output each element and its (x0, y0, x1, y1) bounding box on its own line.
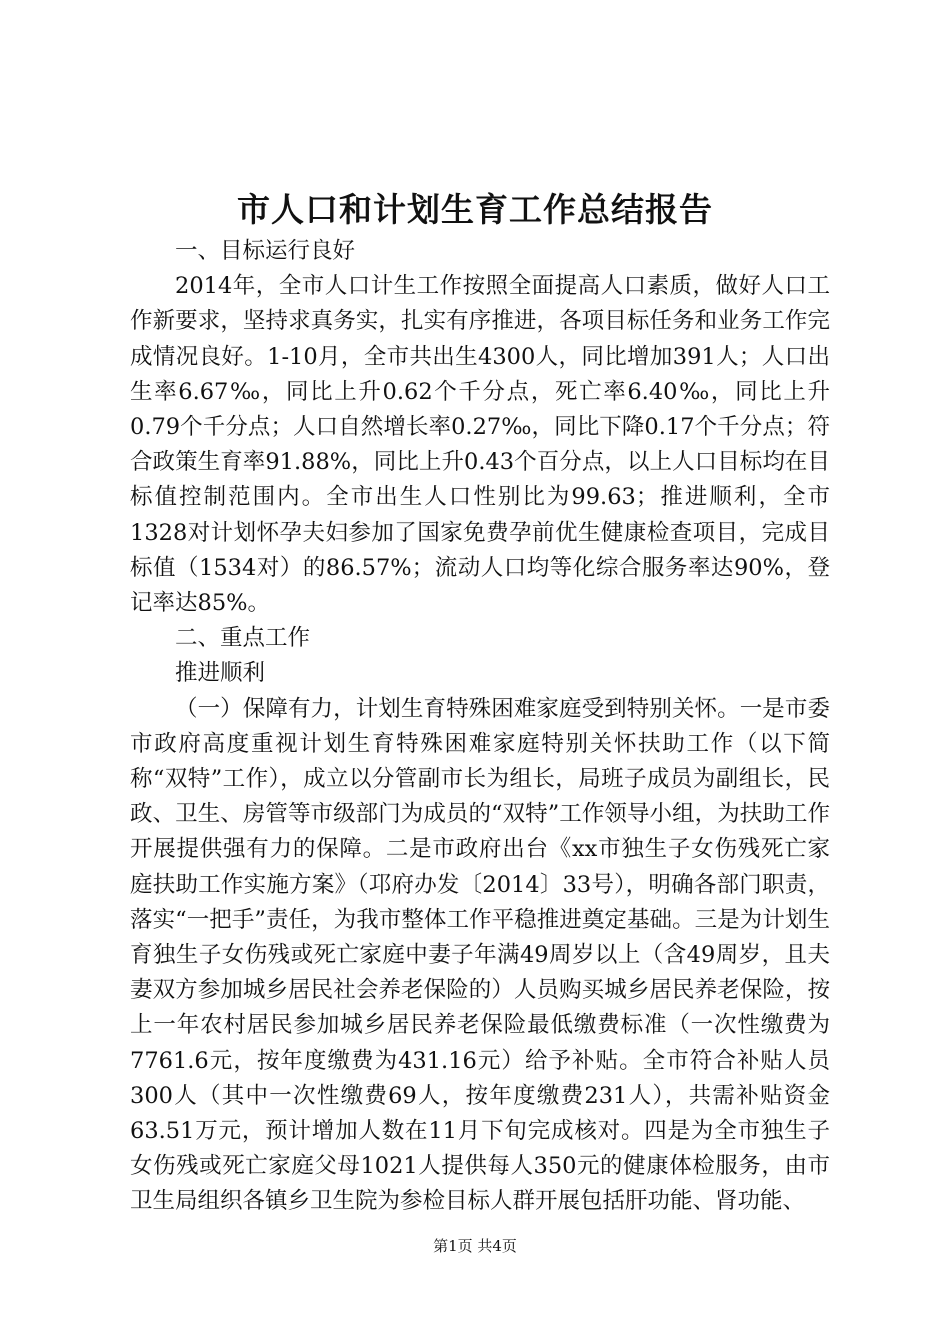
section-heading-key-work: 二、重点工作 (175, 625, 311, 652)
document-title: 市人口和计划生育工作总结报告 (237, 190, 713, 229)
paragraph-special-families: （一）保障有力，计划生育特殊困难家庭受到特别关怀。一是市委市政府高度重视计划生育特殊困难家庭特别关怀扶助工作（以下简称“双特”工作），成立以分管副市长为组长，局班子成员为副组长，民政、卫生、房管等市级部门为成员的“双特”工作领导小组，为扶助工作开展提供强有力的保障。二是市政府出台《xx市独生子女伤残死亡家庭扶助工作实施方案》（邛府办发〔2014〕33号），明确各部门职责，落实“一把手”责任，为我市整体工作平稳推进奠定基础。三是为计划生育独生子女伤残或死亡家庭中妻子年满49周岁以上（含49周岁，且夫妻双方参加城乡居民社会养老保险的）人员购买城乡居民养老保险，按上一年农村居民参加城乡居民养老保险最低缴费标准（一次性缴费为7761.6元，按年度缴费为431.16元）给予补贴。全市符合补贴人员300人（其中一次性缴费69人，按年度缴费231人），共需补贴资金63.51万元，预计增加人数在11月下旬完成核对。四是为全市独生子女伤残或死亡家庭父母1021人提供每人350元的健康体检服务，由市卫生局组织各镇乡卫生院为参检目标人群开展包括肝功能、肾功能、 (130, 695, 830, 1215)
page-number-footer: 第1页 共4页 (433, 1237, 517, 1255)
section-heading-goals: 一、目标运行良好 (175, 238, 356, 264)
document-body (130, 234, 830, 1220)
paragraph-goals-summary: 2014年，全市人口计生工作按照全面提高人口素质，做好人口工作新要求，坚持求真务实，扎实有序推进，各项目标任务和业务工作完成情况良好。1-10月，全市共出生4300人，同比增加391人；人口出生率6.67‰，同比上升0.62个千分点，死亡率6.40‰，同比上升0.79个千分点；人口自然增长率0.27‰，同比下降0.17个千分点；符合政策生育率91.88%，同比上升0.43个百分点，以上人口目标均在目标值控制范围内。全市出生人口性别比为99.63；推进顺利，全市1328对计划怀孕夫妇参加了国家免费孕前优生健康检查项目，完成目标值（1534对）的86.57%；流动人口均等化综合服务率达90%，登记率达85%。 (130, 273, 830, 617)
paragraph-progress-note: 推进顺利 (175, 660, 266, 687)
